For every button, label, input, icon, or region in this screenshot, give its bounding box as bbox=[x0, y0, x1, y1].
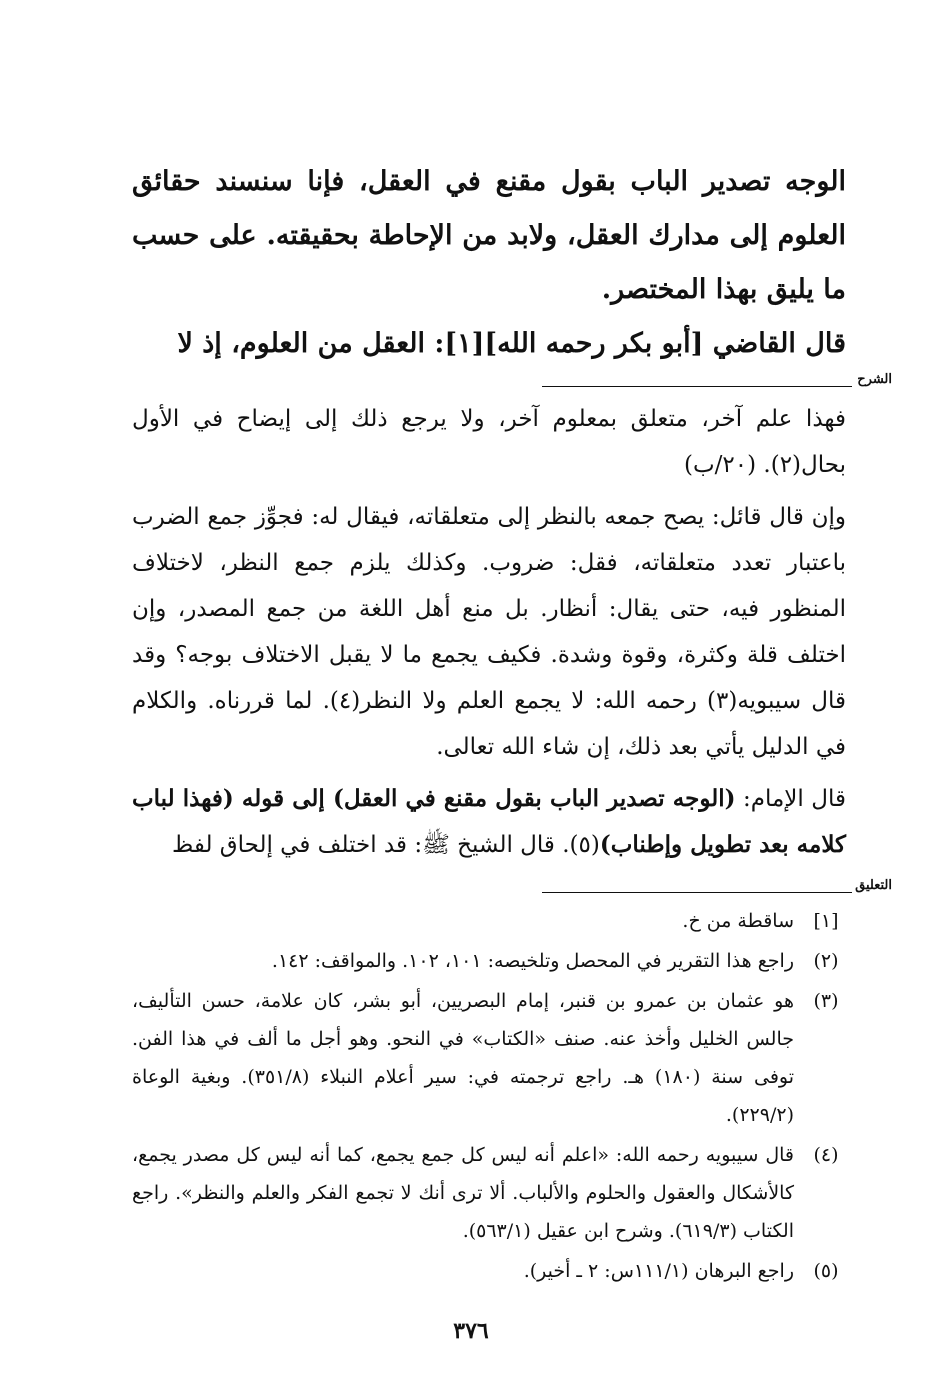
footnote bbox=[132, 942, 846, 980]
footnote-number: (٣) bbox=[813, 990, 839, 1012]
footnote-number: (٢) bbox=[813, 950, 839, 972]
footnote-number: [١] bbox=[813, 910, 839, 932]
sharh-rule bbox=[542, 386, 852, 387]
footnote-text: ساقطة من خ. bbox=[682, 910, 794, 932]
taliq-divider bbox=[96, 878, 892, 898]
sharh-label: الشرح bbox=[857, 372, 892, 387]
footnote-text: راجع البرهان (١١١/١س: ٢ ـ أخير). bbox=[523, 1260, 794, 1282]
footnote-text: قال سيبويه رحمه الله: «اعلم أنه ليس كل جمع يجمع، كما أنه ليس كل مصدر يجمع، كالأشكال والعقول والحلوم والألباب. ألا ترى أنك لا تجمع الفكر والعلم والنظر». راجع الكتاب (٦١٩/٣). وشرح ابن عقيل (٥٦٣/١). bbox=[132, 1144, 794, 1242]
main-paragraph-2: قال القاضي [أبو بكر رحمه الله][١]: العقل من العلوم، إذ لا bbox=[177, 328, 846, 359]
sharh-section bbox=[132, 396, 846, 874]
footnote bbox=[132, 982, 846, 1134]
taliq-rule bbox=[542, 892, 852, 893]
sharh-p3-intro: قال الإمام: bbox=[735, 786, 846, 812]
sharh-p3-quote: (الوجه تصدير الباب بقول مقنع في العقل) إلى قوله (فهذا لباب كلامه بعد تطويل وإطناب) bbox=[132, 785, 846, 858]
footnote-number: (٤) bbox=[813, 1144, 839, 1166]
footnote bbox=[132, 902, 846, 940]
footnote bbox=[132, 1136, 846, 1250]
sharh-paragraph-3 bbox=[132, 776, 846, 868]
footnote bbox=[132, 1252, 846, 1290]
sharh-paragraph-2: وإن قال قائل: يصح جمعه بالنظر إلى متعلقاته، فيقال له: فجوِّز جمع الضرب باعتبار تعدد متعلقاته، فقل: ضروب. وكذلك يلزم جمع النظر، لاختلاف المنظور فيه، حتى يقال: أنظار. بل منع أهل اللغة من جمع المصدر، وإن اختلف قلة وكثرة، وقوة وشدة. فكيف يجمع ما لا يقبل الاختلاف بوجه؟ وقد قال سيبويه(٣) رحمه الله: لا يجمع العلم ولا النظر(٤). لما قررناه. والكلام في الدليل يأتي بعد ذلك، إن شاء الله تعالى. bbox=[132, 504, 847, 760]
page-number: ٣٧٦ bbox=[453, 1318, 489, 1344]
sharh-divider bbox=[96, 372, 892, 392]
footnotes bbox=[132, 902, 846, 1292]
sharh-p3-rest: (٥). قال الشيخ ﷺ: قد اختلف في إلحاق لفظ bbox=[171, 832, 600, 858]
sharh-paragraph-1: فهذا علم آخر، متعلق بمعلوم آخر، ولا يرجع ذلك إلى إيضاح في الأول بحال(٢). (٢٠/ب) bbox=[132, 406, 846, 478]
main-paragraph-1: الوجه تصدير الباب بقول مقنع في العقل، فإنا سنسند حقائق العلوم إلى مدارك العقل، ولابد من الإحاطة بحقيقته. على حسب ما يليق بهذا المختصر. bbox=[132, 166, 846, 305]
footnote-number: (٥) bbox=[813, 1260, 839, 1282]
footnote-text: راجع هذا التقرير في المحصل وتلخيصه: ١٠١، ١٠٢. والمواقف: ١٤٢. bbox=[271, 950, 794, 972]
taliq-label: التعليق bbox=[855, 878, 892, 893]
main-text bbox=[132, 155, 846, 371]
footnote-text: هو عثمان بن عمرو بن قنبر، إمام البصريين، أبو بشر، كان علامة، حسن التأليف، جالس الخليل وأخذ عنه. صنف «الكتاب» في النحو. وهو أجل ما ألف في هذا الفن. توفى سنة (١٨٠) هـ. راجع ترجمته في: سير أعلام النبلاء (٣٥١/٨). وبغية الوعاة (٢٢٩/٢). bbox=[132, 990, 794, 1126]
